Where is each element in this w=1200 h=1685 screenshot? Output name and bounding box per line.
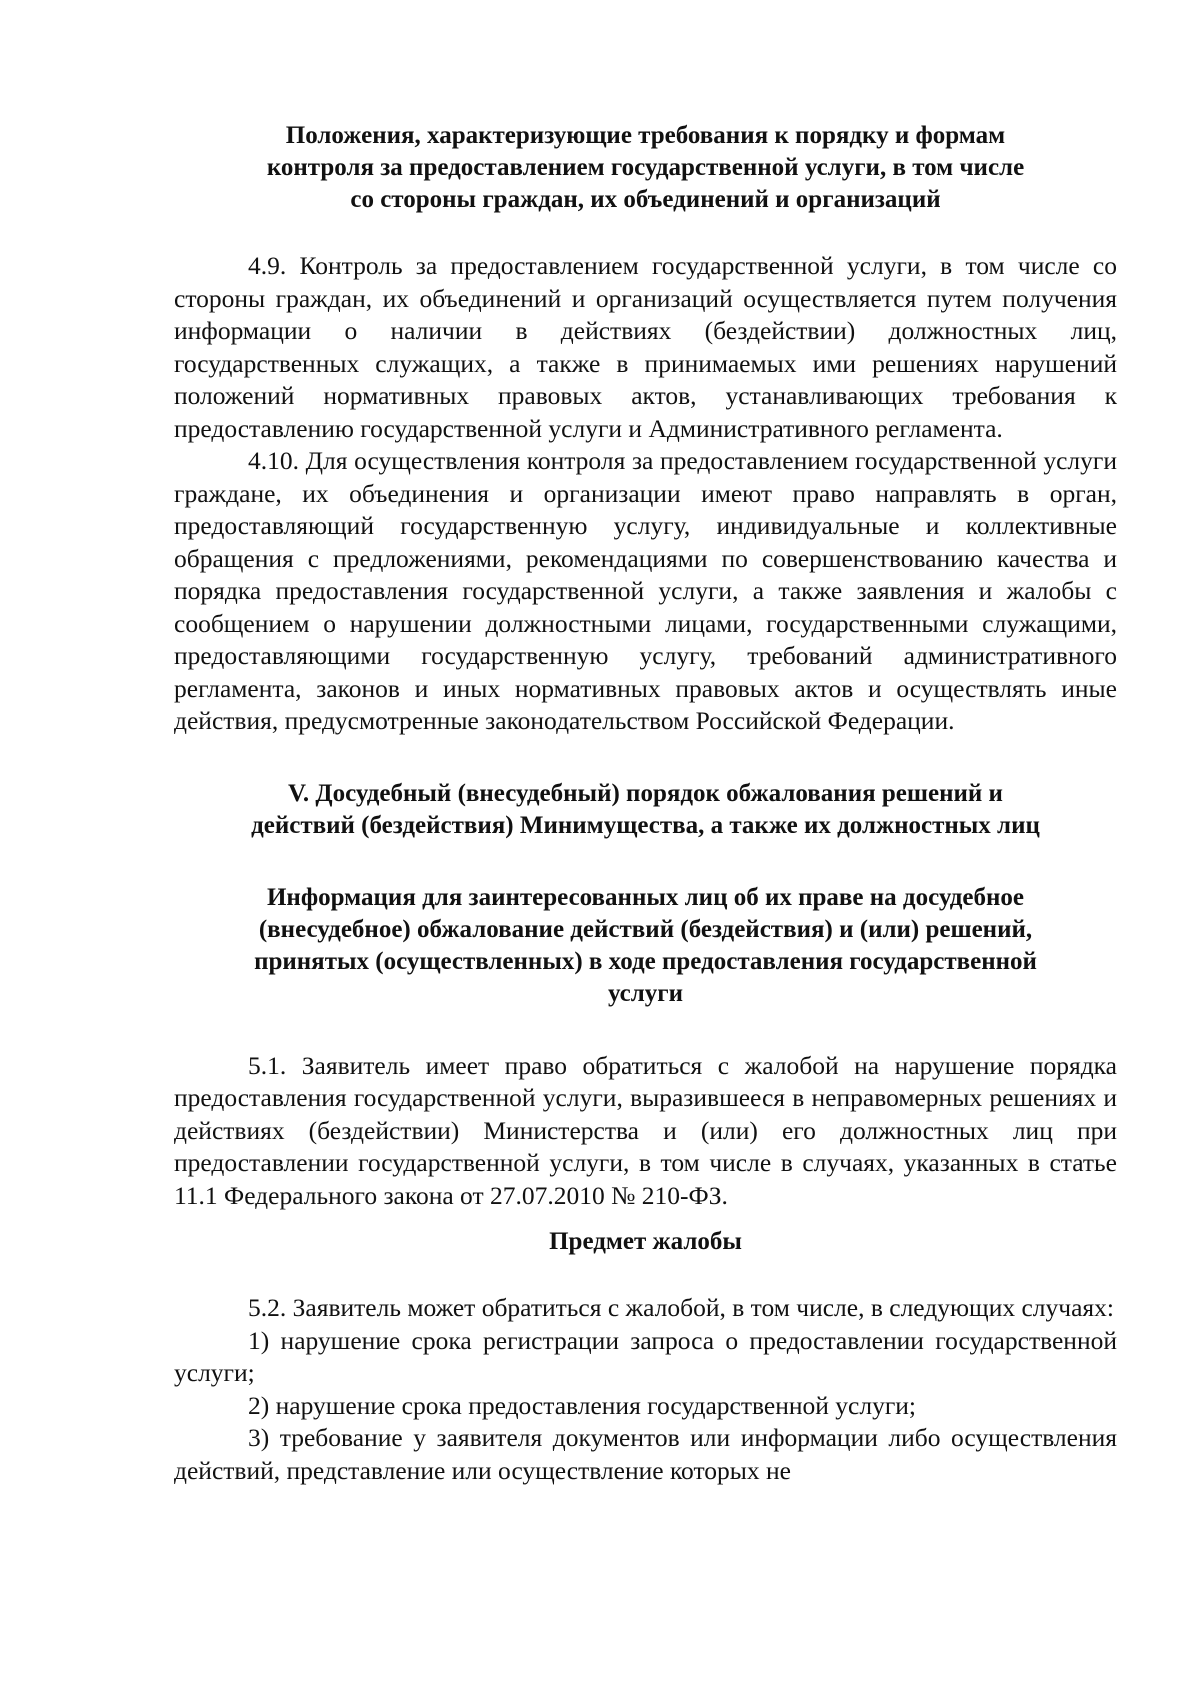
document-page <box>174 120 1117 1487</box>
list-item-2: 2) нарушение срока предоставления государственной услуги; <box>248 1390 917 1420</box>
heading-line: V. Досудебный (внесудебный) порядок обжалования решений и <box>288 779 1003 807</box>
list-item-1: 1) нарушение срока регистрации запроса о предоставлении государственной услуги; <box>174 1325 1117 1387</box>
heading-control-requirements <box>174 120 1117 216</box>
heading-appeal-info <box>174 882 1117 1010</box>
heading-complaint-subject: Предмет жалобы <box>549 1228 742 1255</box>
list-item-3: 3) требование у заявителя документов или информации либо осуществления действий, представление или осуществление которых не <box>174 1423 1117 1485</box>
heading-line: (внесудебное) обжалование действий (бездействия) и (или) решений, <box>258 915 1033 943</box>
heading-line: принятых (осуществленных) в ходе предоставления государственной <box>254 947 1037 975</box>
paragraph-4-9: 4.9. Контроль за предоставлением государственной услуги, в том числе со стороны граждан, их объединений и организаций осуществляется путем получения информации о наличии в действиях (бездействии) должностных лиц, государственных служащих, а также в принимаемых ими решениях нарушений положений нормативных правовых актов, устанавливающих требования к предоставлению государственной услуги и Административного регламента. <box>174 251 1117 443</box>
paragraph-4-10: 4.10. Для осуществления контроля за предоставлением государственной услуги граждане, их объединения и организации имеют право направлять в орган, предоставляющий государственную услугу, индивидуальные и коллективные обращения с предложениями, рекомендациями по совершенствованию качества и порядка предоставления государственной услуги, а также заявления и жалобы с сообщением о нарушении должностными лицами, государственными служащими, предоставляющими государственную услугу, требований административного регламента, законов и иных нормативных правовых актов и осуществлять иные действия, предусмотренные законодательством Российской Федерации. <box>174 446 1117 735</box>
heading-line: Информация для заинтересованных лиц об их праве на досудебное <box>266 883 1025 911</box>
heading-line: Положения, характеризующие требования к порядку и формам <box>285 122 1006 149</box>
heading-line: контроля за предоставлением государственной услуги, в том числе <box>266 154 1025 181</box>
paragraph-5-1: 5.1. Заявитель имеет право обратиться с жалобой на нарушение порядка предоставления государственной услуги, выразившееся в неправомерных решениях и действиях (бездействии) Министерства и (или) его должностных лиц при предоставлении государственной услуги, в том числе в случаях, указанных в статье 11.1 Федерального закона от 27.07.2010 № 210-ФЗ. <box>174 1050 1117 1210</box>
heading-line: со стороны граждан, их объединений и организаций <box>350 186 941 213</box>
paragraph-5-2: 5.2. Заявитель может обратиться с жалобой, в том числе, в следующих случаях: <box>248 1293 1114 1322</box>
heading-line: услуги <box>607 979 684 1007</box>
heading-section-5 <box>174 778 1117 842</box>
heading-line: действий (бездействия) Минимущества, а также их должностных лиц <box>251 811 1040 839</box>
